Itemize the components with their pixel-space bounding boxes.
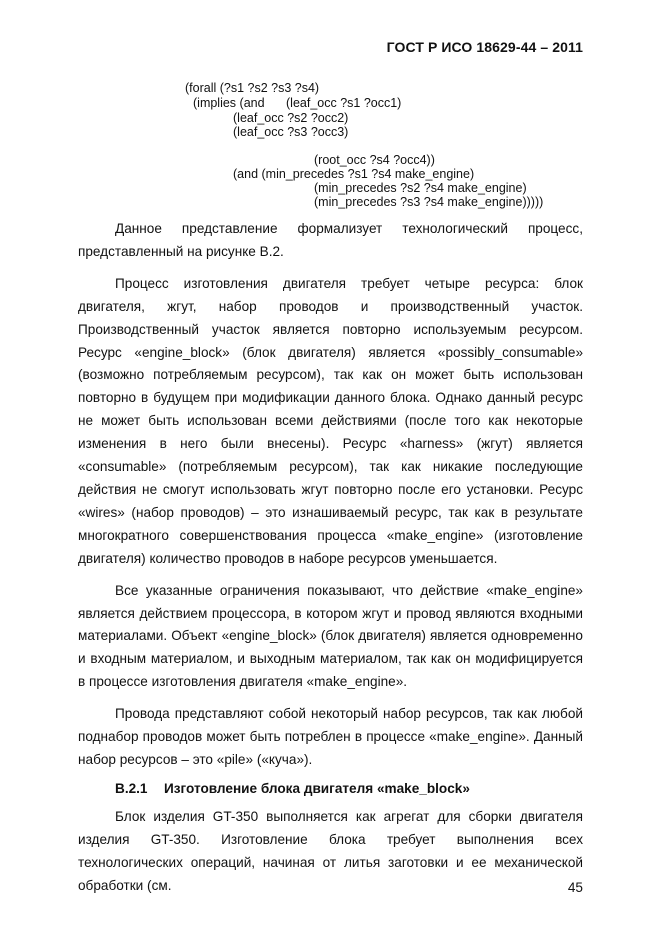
document-body [78, 218, 583, 906]
paragraph: Блок изделия GT-350 выполняется как агрегат для сборки двигателя изделия GT-350. Изготовление блока требует выполнения всех технологических операций, начиная от литья заготовки и ее механической обработки (см. [78, 808, 583, 893]
section-number: В.2.1 [115, 780, 148, 796]
code-line: (implies (and [193, 96, 265, 110]
code-line: (and (min_precedes ?s1 ?s4 make_engine) [233, 167, 475, 181]
paragraph: Данное представление формализует технологический процесс, представленный на рисунке В.2. [78, 221, 583, 259]
code-line: (root_occ ?s4 ?occ4)) [314, 153, 435, 167]
code-line: (leaf_occ ?s2 ?occ2) [233, 111, 349, 125]
code-line: (min_precedes ?s2 ?s4 make_engine) [314, 181, 527, 195]
document-header: ГОСТ Р ИСО 18629-44 – 2011 [386, 39, 583, 55]
paragraph: Все указанные ограничения показывают, что действие «make_engine» является действием процессора, в котором жгут и провод являются входными материалами. Объект «engine_block» (блок двигателя) является одновременно и входным материалом, и выходным материалом, так как он модифицируется в процессе изготовления двигателя «make_engine». [78, 582, 583, 690]
paragraph: Провода представляют собой некоторый набор ресурсов, так как любой поднабор проводов может быть потреблен в процессе «make_engine». Данный набор ресурсов – это «pile» («куча»). [78, 706, 583, 767]
code-line: (min_precedes ?s3 ?s4 make_engine))))) [314, 195, 544, 209]
paragraph: Процесс изготовления двигателя требует четыре ресурса: блок двигателя, жгут, набор проводов и производственный участок. Производственный участок является повторно используемым ресурсом. Ресурс «engine_block» (блок двигателя) является «possibly_consumable» (возможно потребляемым ресурсом), так как он может быть использован повторно в будущем при модификации данного блока. Однако данный ресурс не может быть использован всеми действиями (после того как некоторые изменения в него были внесены). Ресурс «harness» (жгут) является «consumable» (потребляемым ресурсом), так как никакие последующие действия не смогут использовать жгут повторно после его установки. Ресурс «wires» (набор проводов) – это изнашиваемый ресурс, так как в результате многократного совершенствования процесса «make_engine» (изготовление двигателя) количество проводов в наборе ресурсов уменьшается. [78, 275, 583, 566]
code-line: (leaf_occ ?s3 ?occ3) [233, 125, 349, 139]
code-line: (leaf_occ ?s1 ?occ1) [286, 96, 402, 110]
section-title: Изготовление блока двигателя «make_block» [164, 780, 470, 796]
page-number: 45 [567, 880, 583, 895]
section-heading [78, 781, 583, 796]
code-line: (forall (?s1 ?s2 ?s3 ?s4) [185, 81, 320, 95]
